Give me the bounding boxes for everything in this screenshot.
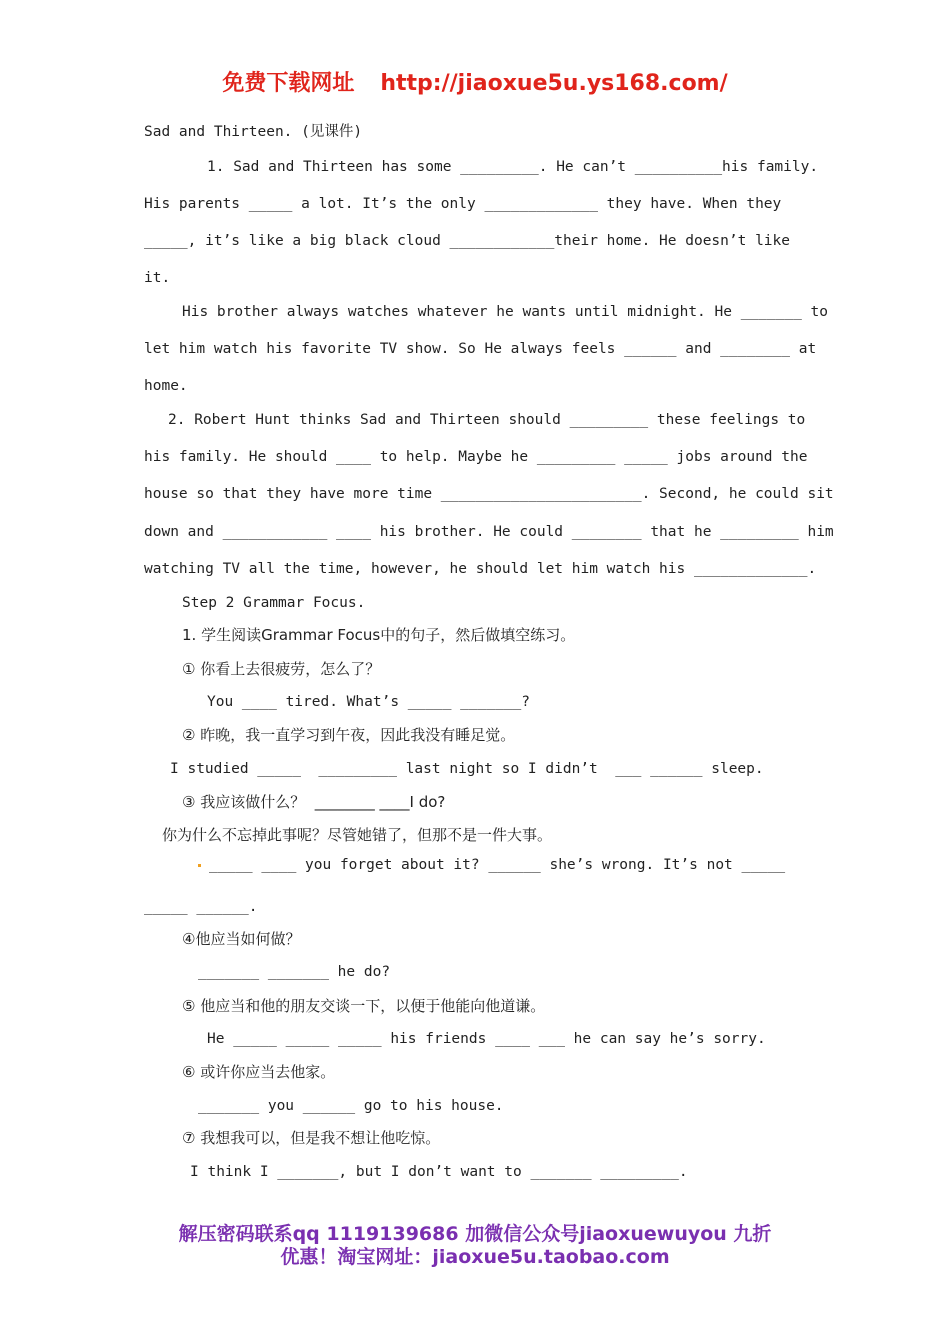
chinese-prompt: ⑥ 或许你应当去他家。 bbox=[182, 1063, 336, 1081]
exercise-line: down and ____________ ____ his brother. He could ________ that he _________ him bbox=[144, 524, 834, 540]
blank-sentence: He _____ _____ _____ his friends ____ ___ he can say he’s sorry. bbox=[207, 1031, 766, 1047]
exercise-line: his family. He should ____ to help. Maybe he _________ _____ jobs around the bbox=[144, 449, 808, 465]
blank-sentence: You ____ tired. What’s _____ _______? bbox=[207, 694, 531, 710]
header-label: 免费下载网址 bbox=[222, 71, 355, 96]
step-heading: Step 2 Grammar Focus. bbox=[182, 595, 366, 611]
blank-sentence: _______ you ______ go to his house. bbox=[198, 1098, 504, 1114]
exercise-line: His brother always watches whatever he wants until midnight. He _______ to bbox=[182, 304, 829, 320]
blank-sentence: _______ _______ he do? bbox=[198, 964, 391, 980]
header-banner bbox=[0, 66, 950, 97]
chinese-prompt: ③ 我应该做什么？ ________ ____I do? bbox=[182, 793, 446, 811]
chinese-prompt: ⑤ 他应当和他的朋友交谈一下，以便于他能向他道谦。 bbox=[182, 997, 546, 1015]
chinese-prompt: ② 昨晚，我一直学习到午夜，因此我没有睡足觉。 bbox=[182, 726, 516, 744]
exercise-line: home. bbox=[144, 378, 188, 394]
exercise-line: _____, it’s like a big black cloud ____________their home. He doesn’t like bbox=[144, 233, 791, 249]
footer-line-1: 解压密码联系qq 1119139686 加微信公众号jiaoxuewuyou 九折 bbox=[178, 1223, 772, 1245]
exercise-line: 2. Robert Hunt thinks Sad and Thirteen should _________ these feelings to bbox=[168, 412, 806, 428]
footer-line-2: 优惠！淘宝网址：jiaoxue5u.taobao.com bbox=[280, 1246, 670, 1268]
section-title: Sad and Thirteen. (见课件) bbox=[144, 124, 363, 140]
exercise-line: His parents _____ a lot. It’s the only _____________ they have. When they bbox=[144, 196, 782, 212]
chinese-prompt: ⑦ 我想我可以，但是我不想让他吃惊。 bbox=[182, 1129, 441, 1147]
bullet-dot bbox=[198, 864, 201, 867]
blank-sentence: I studied _____ _________ last night so I didn’t ___ ______ sleep. bbox=[170, 761, 764, 777]
header-url[interactable]: http://jiaoxue5u.ys168.com/ bbox=[380, 71, 728, 96]
exercise-line: house so that they have more time _______________________. Second, he could sit bbox=[144, 486, 834, 502]
instruction-line: 1. 学生阅读Grammar Focus中的句子，然后做填空练习。 bbox=[182, 626, 576, 644]
chinese-prompt: 你为什么不忘掉此事呢？尽管她错了，但那不是一件大事。 bbox=[162, 826, 553, 844]
exercise-line: watching TV all the time, however, he should let him watch his _____________. bbox=[144, 561, 817, 577]
exercise-line: let him watch his favorite TV show. So He always feels ______ and ________ at bbox=[144, 341, 817, 357]
blank-sentence: _____ ____ you forget about it? ______ she’s wrong. It’s not _____ bbox=[209, 857, 786, 873]
exercise-line: 1. Sad and Thirteen has some _________. He can’t __________his family. bbox=[207, 159, 819, 175]
blank-sentence: I think I _______, but I don’t want to _______ _________. bbox=[190, 1164, 688, 1180]
blank-sentence: _____ ______. bbox=[144, 899, 258, 915]
chinese-prompt: ④他应当如何做？ bbox=[182, 930, 301, 948]
exercise-line: it. bbox=[144, 270, 171, 286]
chinese-prompt: ① 你看上去很疲劳，怎么了？ bbox=[182, 660, 381, 678]
